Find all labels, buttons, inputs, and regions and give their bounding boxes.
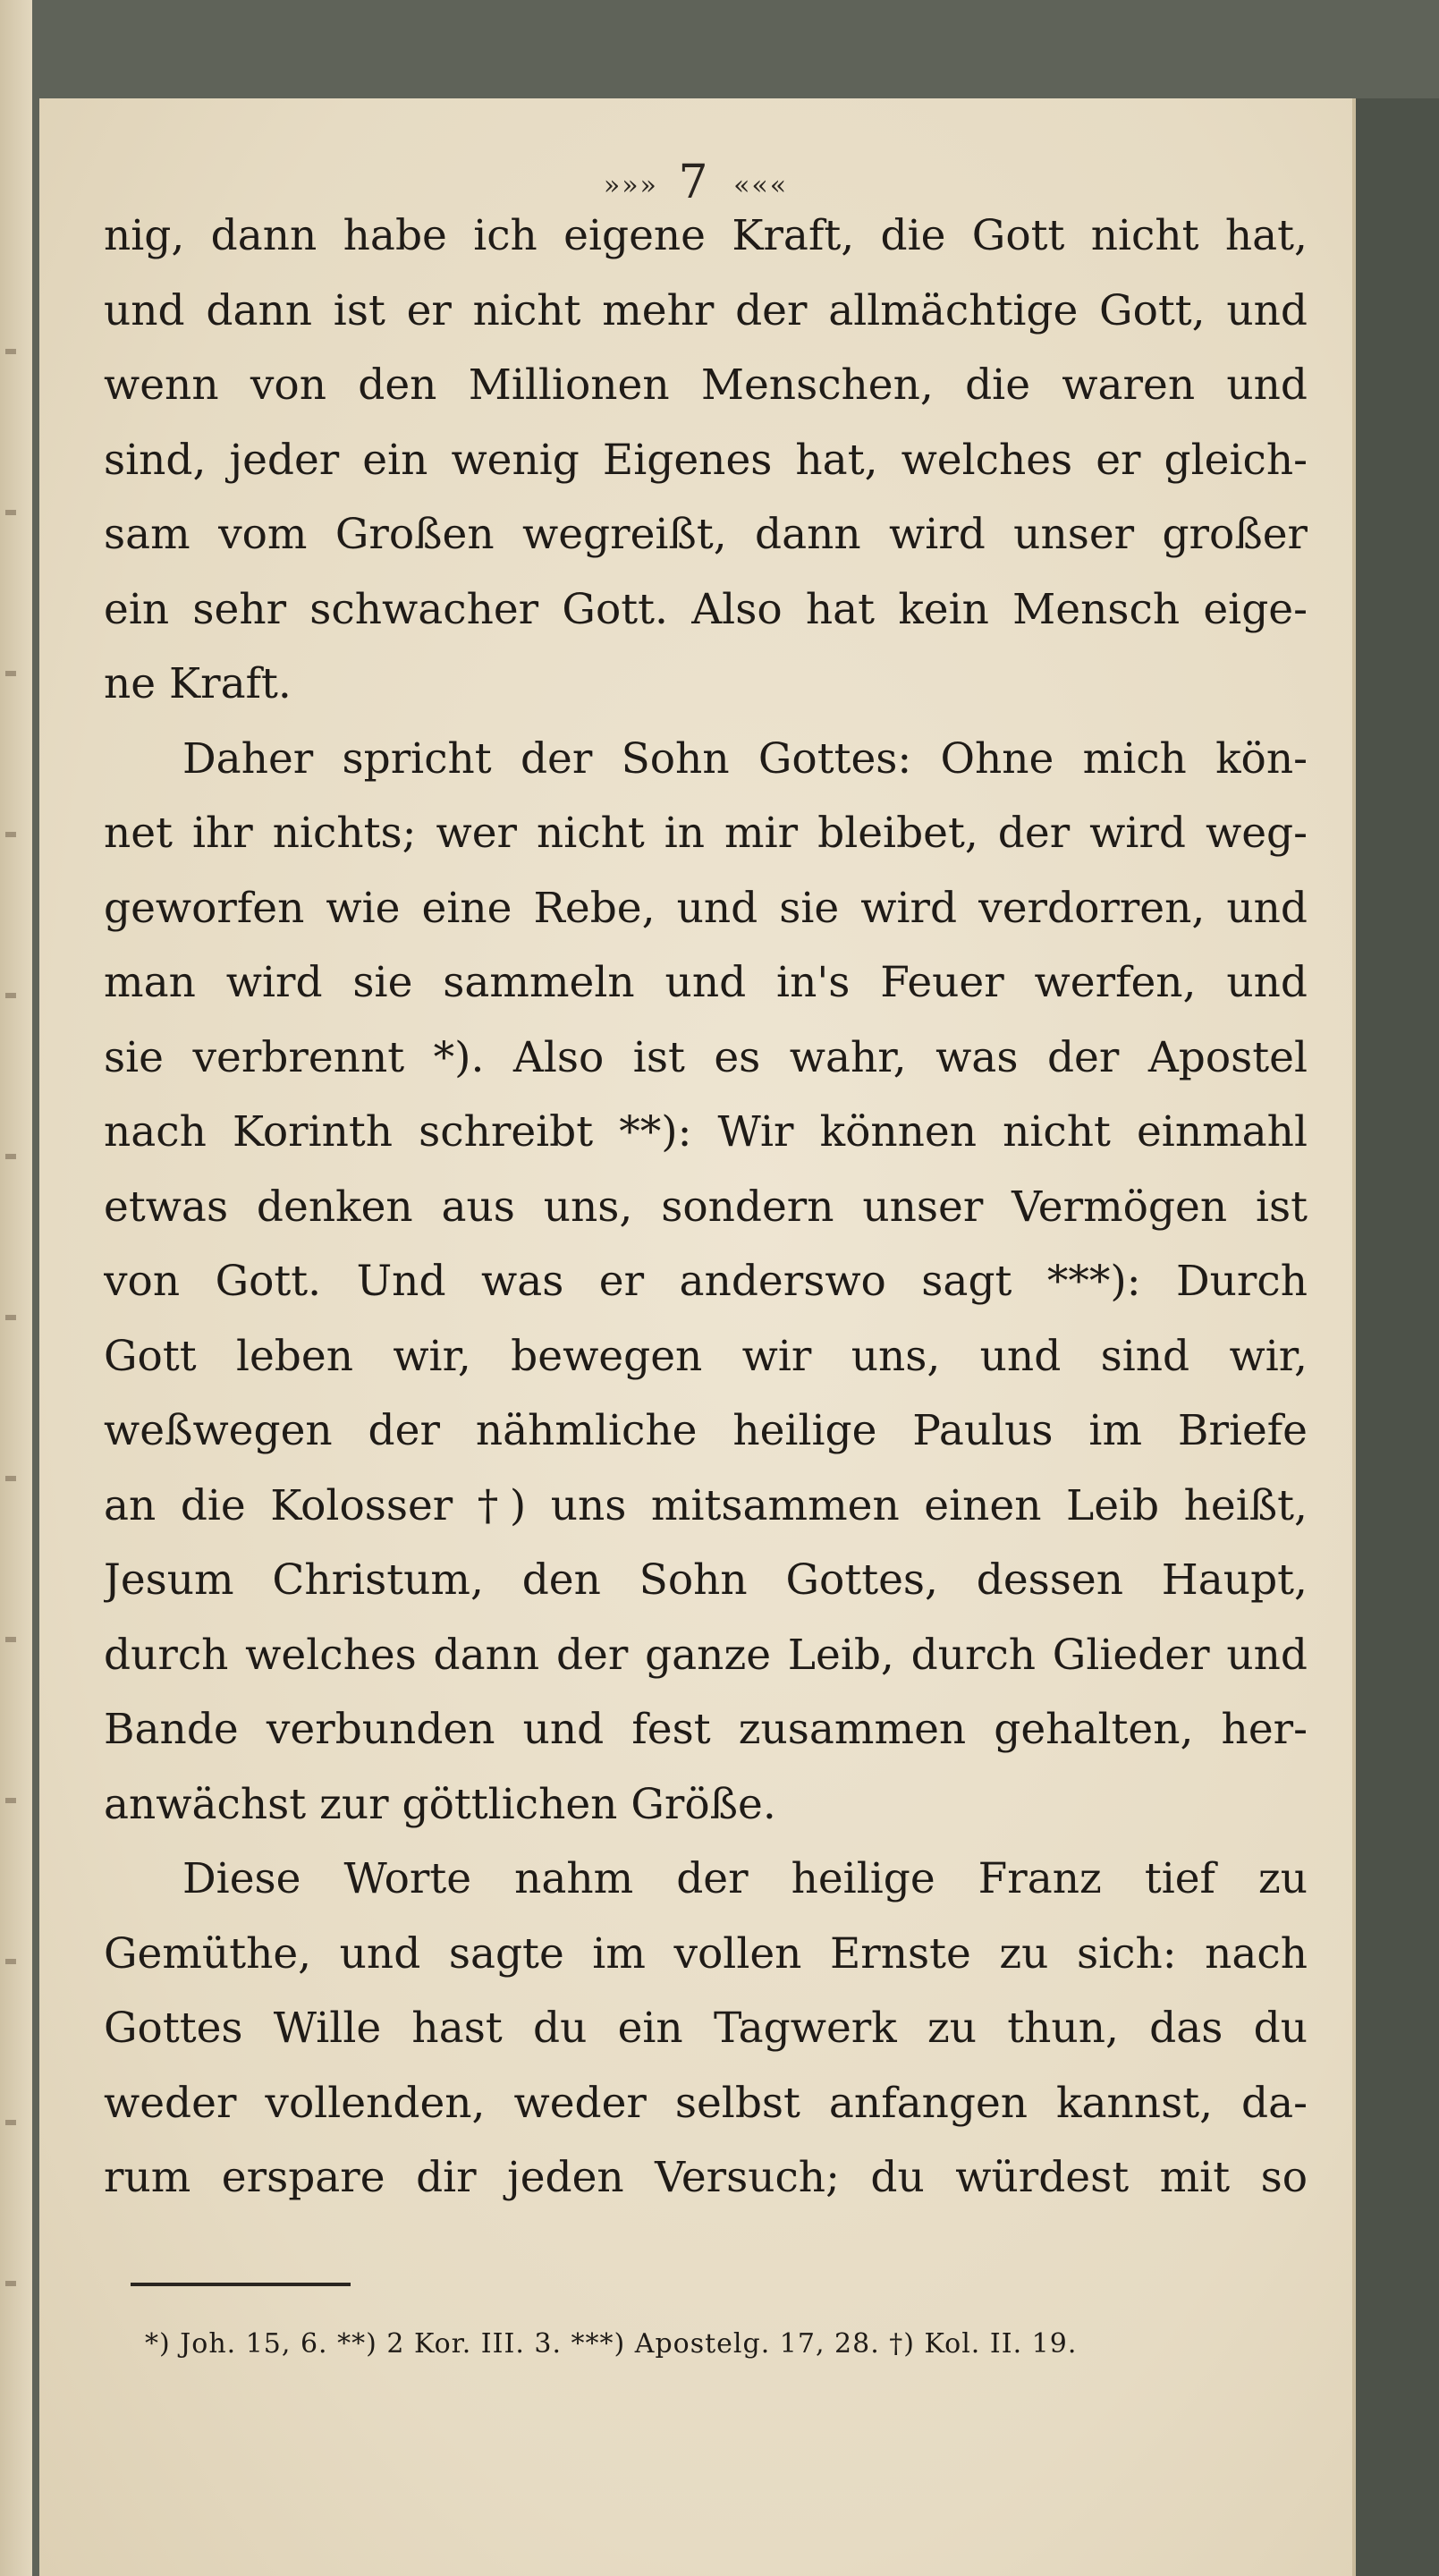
footnote-rule (131, 2283, 351, 2286)
page-number: 7 (678, 156, 714, 209)
text-line: weßwegen der nähmliche heilige Paulus im Briefe (104, 1406, 1308, 1455)
text-line: weder vollenden, weder selbst anfangen kannst, da- (104, 2078, 1308, 2128)
header-right-ornament: ««« (733, 170, 789, 201)
footnotes: *) Joh. 15, 6. **) 2 Kor. III. 3. ***) Apostelg. 17, 28. †) Kol. II. 19. (145, 2328, 1078, 2360)
adjacent-page-edge (0, 0, 32, 2576)
text-line: an die Kolosser †) uns mitsammen einen Leib heißt, (104, 1480, 1308, 1530)
text-line: und dann ist er nicht mehr der allmächtige Gott, und (104, 285, 1308, 335)
text-line: wenn von den Millionen Menschen, die waren und (104, 360, 1308, 410)
text-line: ne Kraft. (104, 659, 292, 708)
header-left-ornament: »»» (603, 170, 658, 201)
bleed-through-marks (5, 268, 16, 2415)
text-line: Bande verbunden und fest zusammen gehalten, her- (104, 1705, 1308, 1754)
body-text (104, 199, 1308, 2216)
text-line: nig, dann habe ich eigene Kraft, die Gott nicht hat, (104, 211, 1308, 260)
text-line: net ihr nichts; wer nicht in mir bleibet, der wird weg- (104, 809, 1308, 858)
text-line: Jesum Christum, den Sohn Gottes, dessen Haupt, (104, 1555, 1308, 1605)
text-line: sam vom Großen wegreißt, dann wird unser großer (104, 510, 1308, 559)
text-line: Gottes Wille hast du ein Tagwerk zu thun, das du (104, 2004, 1308, 2053)
text-line: von Gott. Und was er anderswo sagt ***): Durch (104, 1257, 1308, 1306)
text-line: sind, jeder ein wenig Eigenes hat, welches er gleich- (104, 435, 1308, 485)
text-line: geworfen wie eine Rebe, und sie wird verdorren, und (104, 883, 1308, 933)
text-line: anwächst zur göttlichen Größe. (104, 1779, 776, 1829)
text-line: Gott leben wir, bewegen wir uns, und sind wir, (104, 1331, 1308, 1381)
text-line: nach Korinth schreibt **): Wir können nicht einmahl (104, 1107, 1308, 1157)
text-line: ein sehr schwacher Gott. Also hat kein Mensch eige- (104, 584, 1308, 634)
text-line: durch welches dann der ganze Leib, durch Glieder und (104, 1630, 1308, 1680)
scan-background (1352, 98, 1439, 2576)
text-line: etwas denken aus uns, sondern unser Vermögen ist (104, 1182, 1308, 1232)
text-line: man wird sie sammeln und in's Feuer werfen, und (104, 958, 1308, 1007)
book-page (39, 98, 1352, 2576)
text-line: Daher spricht der Sohn Gottes: Ohne mich kön- (182, 733, 1308, 784)
text-line: Diese Worte nahm der heilige Franz tief zu (182, 1854, 1308, 1903)
text-line: sie verbrennt *). Also ist es wahr, was der Apostel (104, 1032, 1308, 1082)
text-line: Gemüthe, und sagte im vollen Ernste zu sich: nach (104, 1928, 1308, 1979)
text-line: rum erspare dir jeden Versuch; du würdest mit so (104, 2153, 1308, 2202)
